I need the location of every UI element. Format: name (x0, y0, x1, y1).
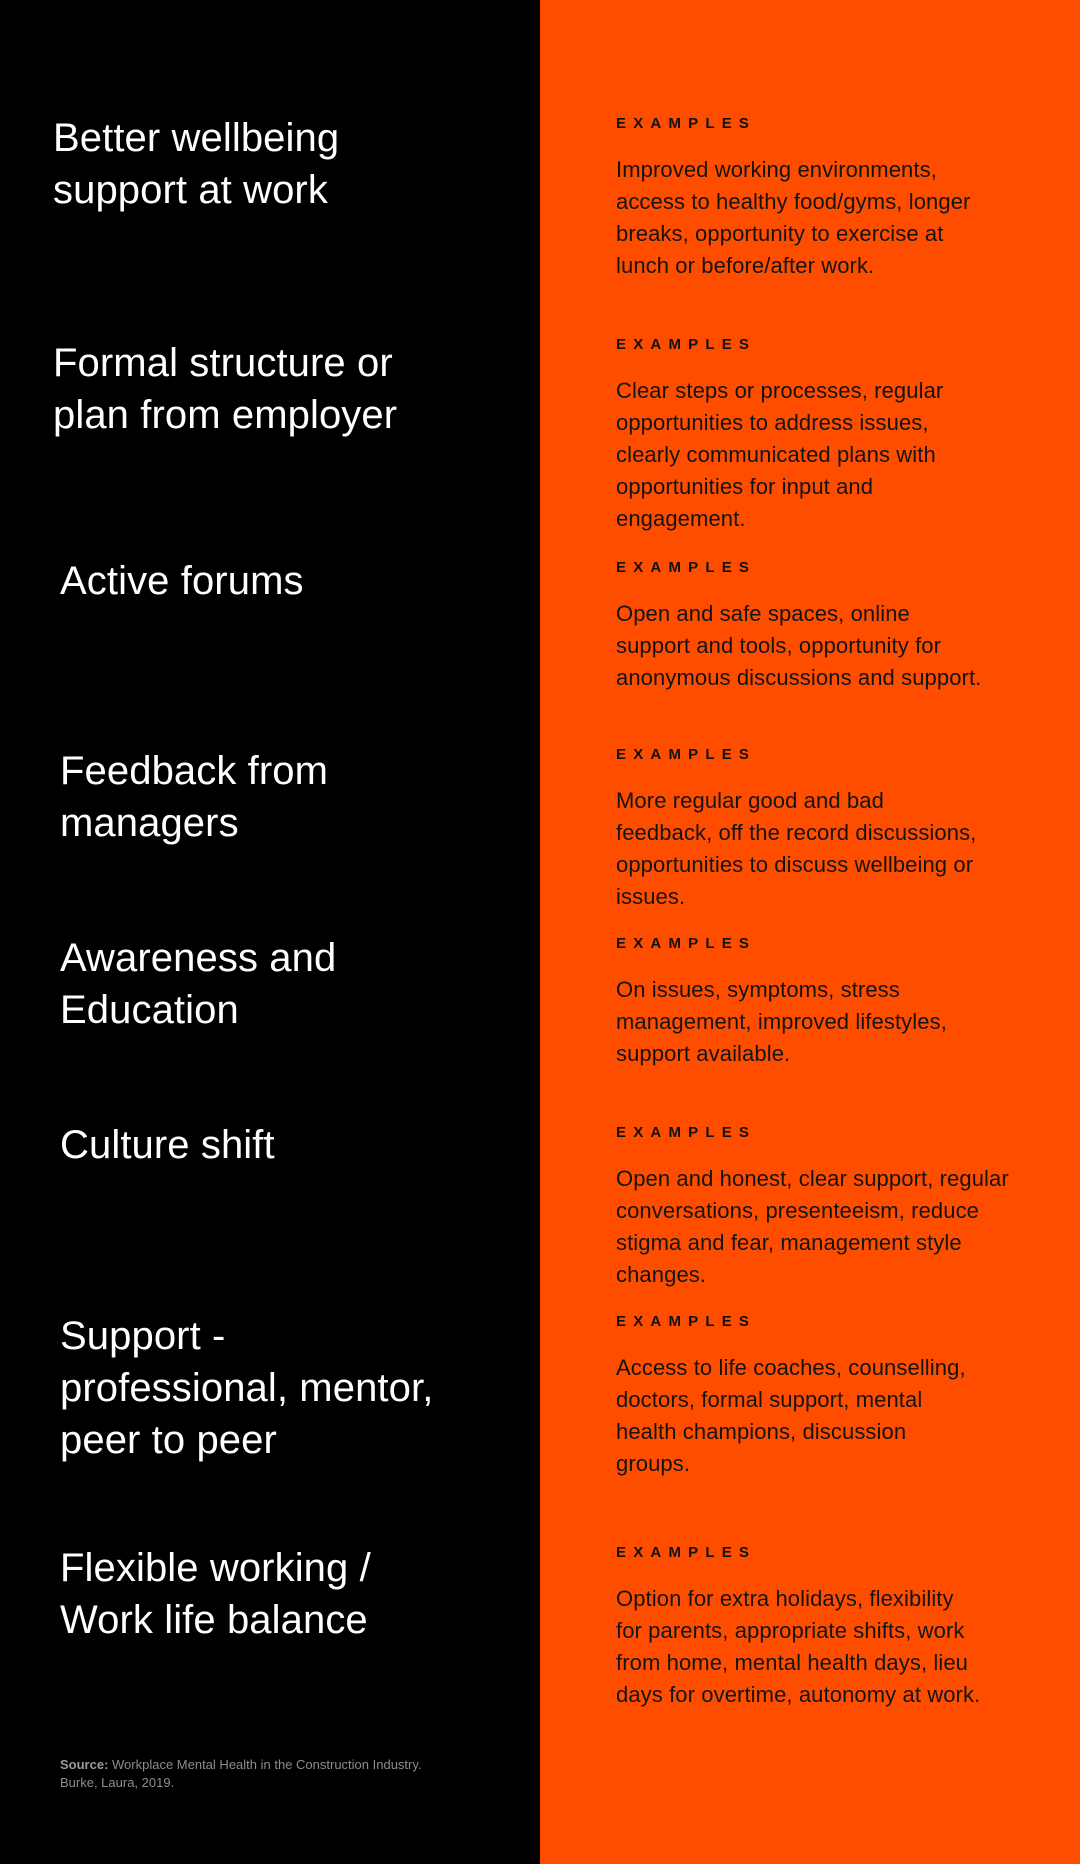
examples-line: access to healthy food/gyms, longer (616, 189, 971, 214)
examples-line: Open and honest, clear support, regular (616, 1166, 1009, 1191)
examples-line: opportunities for input and (616, 474, 874, 499)
item-title-formal-structure (53, 337, 397, 441)
examples-line: management, improved lifestyles, (616, 1009, 947, 1034)
source-line-2: Burke, Laura, 2019. (60, 1775, 175, 1790)
title-line: Feedback from (60, 749, 329, 793)
examples-line: clearly communicated plans with (616, 442, 936, 467)
examples-line: doctors, formal support, mental (616, 1387, 923, 1412)
examples-line: conversations, presenteeism, reduce (616, 1198, 980, 1223)
examples-line: from home, mental health days, lieu (616, 1650, 969, 1675)
item-title-awareness-education (60, 932, 336, 1036)
source-citation (60, 1756, 500, 1792)
examples-line: stigma and fear, management style (616, 1230, 962, 1255)
source-line-1 (60, 1756, 500, 1774)
examples-line: Open and safe spaces, online (616, 601, 910, 626)
examples-label: EXAMPLES (616, 935, 757, 952)
examples-text-wellbeing-support (616, 154, 970, 282)
examples-label: EXAMPLES (616, 1313, 757, 1330)
title-line: Awareness and (60, 936, 337, 980)
source-text: Workplace Mental Health in the Construction Industry. (108, 1757, 422, 1772)
title-line: support at work (53, 168, 328, 212)
title-line: Formal structure or (53, 341, 393, 385)
examples-line: anonymous discussions and support. (616, 665, 982, 690)
examples-text-culture-shift (616, 1163, 1009, 1291)
examples-text-formal-structure (616, 375, 943, 535)
examples-label: EXAMPLES (616, 115, 757, 132)
examples-line: groups. (616, 1451, 691, 1476)
examples-line: support and tools, opportunity for (616, 633, 942, 658)
title-line: plan from employer (53, 393, 398, 437)
examples-line: support available. (616, 1041, 791, 1066)
examples-label: EXAMPLES (616, 1544, 757, 1561)
examples-line: engagement. (616, 506, 746, 531)
item-title-feedback-managers (60, 745, 328, 849)
examples-line: days for overtime, autonomy at work. (616, 1682, 981, 1707)
title-line: Culture shift (60, 1123, 275, 1167)
examples-line: More regular good and bad (616, 788, 884, 813)
examples-label: EXAMPLES (616, 746, 757, 763)
item-title-support (60, 1310, 433, 1466)
item-title-active-forums (60, 555, 304, 607)
title-line: Support - (60, 1314, 226, 1358)
item-title-culture-shift (60, 1119, 275, 1171)
title-line: Active forums (60, 559, 304, 603)
examples-line: Improved working environments, (616, 157, 937, 182)
title-line: Work life balance (60, 1598, 368, 1642)
examples-line: lunch or before/after work. (616, 253, 875, 278)
examples-text-flexible-working (616, 1583, 980, 1711)
examples-line: Access to life coaches, counselling, (616, 1355, 966, 1380)
title-line: Better wellbeing (53, 116, 340, 160)
examples-line: opportunities to discuss wellbeing or (616, 852, 974, 877)
title-line: Flexible working / (60, 1546, 371, 1590)
title-line: peer to peer (60, 1418, 277, 1462)
examples-line: Clear steps or processes, regular (616, 378, 944, 403)
examples-label: EXAMPLES (616, 559, 757, 576)
title-line: Education (60, 988, 239, 1032)
examples-line: for parents, appropriate shifts, work (616, 1618, 965, 1643)
examples-line: Option for extra holidays, flexibility (616, 1586, 954, 1611)
examples-line: opportunities to address issues, (616, 410, 929, 435)
item-title-flexible-working (60, 1542, 371, 1646)
examples-line: changes. (616, 1262, 707, 1287)
examples-line: feedback, off the record discussions, (616, 820, 977, 845)
examples-line: breaks, opportunity to exercise at (616, 221, 944, 246)
title-line: professional, mentor, (60, 1366, 434, 1410)
examples-text-awareness-education (616, 974, 947, 1070)
examples-label: EXAMPLES (616, 336, 757, 353)
examples-line: health champions, discussion (616, 1419, 907, 1444)
examples-line: issues. (616, 884, 686, 909)
source-label: Source: (60, 1757, 109, 1772)
examples-line: On issues, symptoms, stress (616, 977, 900, 1002)
examples-text-feedback-managers (616, 785, 976, 913)
examples-label: EXAMPLES (616, 1124, 757, 1141)
item-title-wellbeing-support (53, 112, 339, 216)
title-line: managers (60, 801, 239, 845)
examples-text-support (616, 1352, 966, 1480)
examples-text-active-forums (616, 598, 981, 694)
